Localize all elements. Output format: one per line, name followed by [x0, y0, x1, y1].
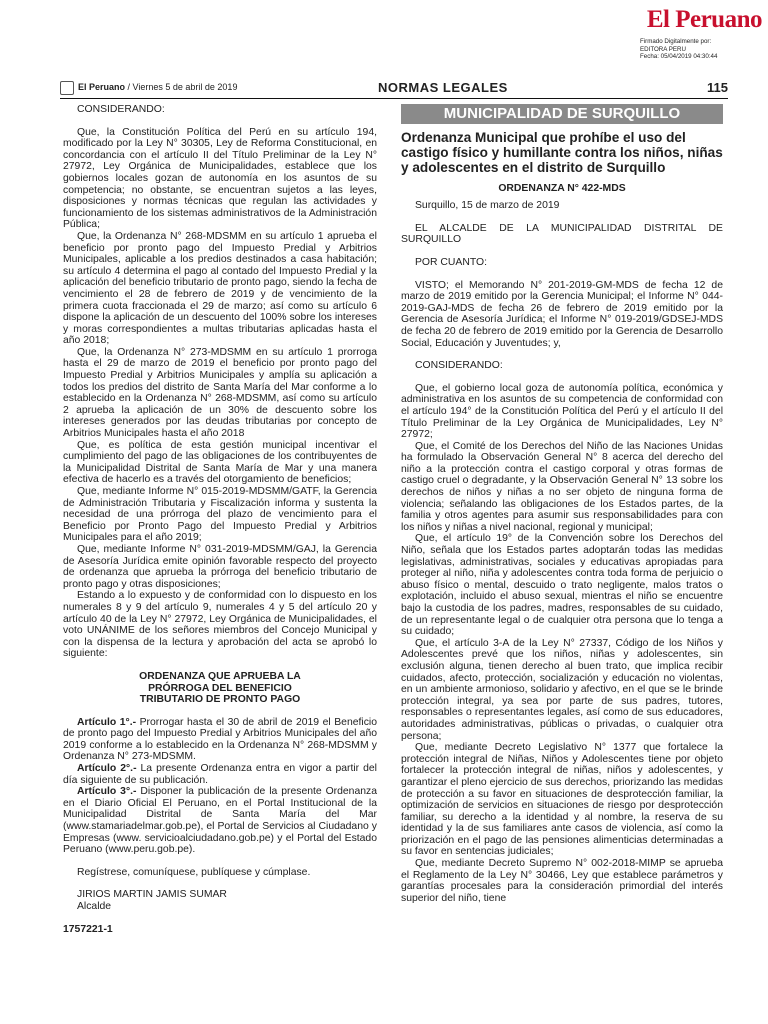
- visto-paragraph: VISTO; el Memorando N° 201-2019-GM-MDS de fecha 12 de marzo de 2019 emitido por la Gerencia Municipal; el Informe N° 044-2019-GAJ-MDS de fecha 26 de febrero de 2019 emitido por la Gerencia de Asesoría Jurídica; el Informe N° 019-2019/GDSEJ-MDS de fecha 20 de febrero de 2019 emitido por la Gerencia de Desarrollo Social, Educación y Juventudes; y,: [401, 279, 723, 349]
- section-title: NORMAS LEGALES: [378, 80, 508, 95]
- paragraph: Que, mediante Decreto Legislativo N° 1377 que fortalece la protección integral de Niñas, Niños y Adolescentes tiene por objeto fortalecer la protección integral de niñas, niños y adolescentes, y garantizar el pleno ejercicio de sus derechos, priorizando las medidas de protección a su favor en situaciones de desprotección familiar, la optimización de servicios en situaciones de riesgo por desprotección familiar, su derecho a la identidad y al nombre, la reserva de su identidad y la de sus familiares ante casos de violencia, así como la priorización en el pago de las pensiones alimenticias determinadas a su favor en sentencias judiciales;: [401, 742, 723, 858]
- considerando-heading: CONSIDERANDO:: [77, 104, 165, 115]
- ordinance-title: TRIBUTARIO DE PRONTO PAGO: [139, 694, 301, 706]
- paragraph: Que, mediante Informe N° 031-2019-MDSMM/GAJ, la Gerencia de Asesoría Jurídica emite opinión favorable respecto del proyecto de ordenanza que aprueba la prórroga del beneficio tributario de pronto pago y otras disposiciones;: [63, 543, 377, 590]
- header-publication: [78, 82, 237, 92]
- paragraph: Que, el artículo 19° de la Convención sobre los Derechos del Niño, señala que los Estados partes adoptarán todas las medidas legislativas, administrativas, sociales y educativas apropiadas para proteger al niño, niña y adolescentes contra toda forma de perjuicio o abuso físico o mental, descuido o trato negligente, malos tratos o explotación, incluido el abuso sexual, mientras el niño se encuentre bajo la custodia de los padres, madres, responsables de su cuidado, de un representante legal o de cualquier otra persona que lo tenga a su cuidado;: [401, 533, 723, 638]
- signature-line: Fecha: 05/04/2019 04:30:44: [640, 53, 718, 61]
- ordinance-title: PRÓRROGA DEL BENEFICIO: [148, 682, 292, 694]
- signature-line: EDITORA PERU: [640, 45, 686, 53]
- article-text: La presente Ordenanza entra en vigor a partir del día siguiente de su publicación.: [63, 763, 377, 786]
- entity-banner: MUNICIPALIDAD DE SURQUILLO: [401, 104, 723, 124]
- article: [63, 763, 377, 786]
- article: [63, 717, 377, 763]
- paragraph: Que, la Constitución Política del Perú en su artículo 194, modificado por la Ley N° 30305, Ley de Reforma Constitucional, en concordancia con el artículo II del Título Preliminar de la Ley N° 27972, Ley Orgánica de Municipalidades, establece que los gobiernos locales gozan de autonomía en los asuntos de su competencia; no obstante, se encuentran sujetos a las leyes, disposiciones y normas técnicas que regulan las actividades y funcionamiento de los sistemas administrativos de la Administración Pública;: [63, 126, 377, 231]
- page-number: 115: [707, 80, 728, 95]
- digital-signature: [640, 38, 764, 61]
- publication-name: El Peruano: [78, 82, 126, 92]
- publication-code: 1757221-1: [63, 923, 113, 935]
- article: [63, 786, 377, 856]
- signature-line: Firmado Digitalmente por:: [640, 38, 712, 45]
- article-text: Prorrogar hasta el 30 de abril de 2019 el Beneficio de pronto pago del Impuesto Predial y Arbitrios Municipales del año 2019 conforme a lo establecido en la Ordenanza N° 268-MDSMM y Ordenanza N° 273-MDSMM.: [63, 716, 377, 763]
- closing-formula: Regístrese, comuníquese, publíquese y cúmplase.: [77, 866, 311, 878]
- paragraph: Estando a lo expuesto y de conformidad con lo dispuesto en los numerales 8 y 9 del artículo 9, numerales 4 y 5 del artículo 20 y artículo 40 de la Ley N° 27972, Ley Orgánica de Municipalidades, el voto UNÁNIME de los señores miembros del Concejo Municipal y con la dispensa de la lectura y aprobación del acta se aprobó lo siguiente:: [63, 590, 377, 660]
- ordinance-number: ORDENANZA N° 422-MDS: [498, 182, 626, 194]
- mayor-line: EL ALCALDE DE LA MUNICIPALIDAD DISTRITAL DE SURQUILLO: [401, 222, 723, 246]
- article-text: Disponer la publicación de la presente Ordenanza en el Diario Oficial El Peruano, en el Portal Institucional de la Municipalidad Distrital de Santa María del Mar (www.stamariadelmar.gob.pe), el Portal de Servicios al Ciudadano y Empresas (www. servicioalciudadano.gob.pe) y el Portal del Estado Peruano (www.peru.gob.pe).: [63, 786, 377, 856]
- paragraph: Que, el artículo 3-A de la Ley N° 27337, Código de los Niños y Adolescentes prevé que los niños, niñas y adolescentes, sin exclusión alguna, tienen derecho al buen trato, que implica recibir cuidados, afecto, protección, socialización y educación no violentas, en un ambiente armonioso, solidario y afectivo, en el que se le brinde protección integral, ya sea por parte de sus padres, tutores, responsables o representantes legales, así como de sus educadores, autoridades administrativas, públicas o privadas, o cualquier otra persona;: [401, 637, 723, 742]
- right-column: [401, 104, 723, 904]
- por-cuanto: POR CUANTO:: [415, 256, 487, 268]
- paragraph: Que, mediante Decreto Supremo N° 002-2018-MIMP se aprueba el Reglamento de la Ley N° 30466, Ley que establece parámetros y garantías procesales para la consideración primordial del interés superior del niño, tiene: [401, 858, 723, 904]
- crest-icon: [60, 81, 74, 95]
- signer-role: Alcalde: [77, 901, 112, 912]
- el-peruano-logo: El Peruano: [646, 6, 762, 33]
- article-label: Artículo 1°.-: [77, 716, 137, 728]
- ordinance-headline: Ordenanza Municipal que prohíbe el uso del castigo físico y humillante contra los niños, niñas y adolescentes en el distrito de Surquillo: [401, 129, 723, 175]
- paragraph: Que, la Ordenanza N° 268-MDSMM en su artículo 1 aprueba el beneficio por pronto pago del Impuesto Predial y Arbitrios Municipales, aplicable a los predios destinados a casa habitación; su artículo 4 determina el pago al contado del Impuesto Predial y la aplicación del beneficio tributario de pronto pago, siendo la fecha de vencimiento el 28 de febrero de 2019 y de vencimiento de la primera cuota fraccionada el 29 de marzo; así como su artículo 6 dispone la aplicación de un descuento del 100% sobre los intereses y moras correspondientes a multas tributarias aplicadas hasta el año 2018;: [63, 230, 377, 347]
- signer-name: JIRIOS MARTIN JAMIS SUMAR: [77, 889, 227, 901]
- paragraph: Que, la Ordenanza N° 273-MDSMM en su artículo 1 prorroga hasta el 29 de marzo de 2019 el beneficio por pronto pago del Impuesto Predial y Arbitrios Municipales y amplía su aplicación a todos los predios del distrito de Santa María del Mar conforme a lo establecido en la Ordenanza N° 268-MDSMM, así como su artículo 2 aprueba la aplicación de un 30% de descuento sobre los intereses generados por las deudas tributarias por concepto de Arbitrios Municipales hasta el año 2018: [63, 346, 377, 440]
- page-header: [60, 80, 728, 99]
- considerando-heading: CONSIDERANDO:: [415, 360, 503, 372]
- article-label: Artículo 2°.-: [77, 763, 137, 775]
- place-date: Surquillo, 15 de marzo de 2019: [415, 200, 560, 212]
- paragraph: Que, es política de esta gestión municipal incentivar el cumplimiento del pago de las obligaciones de los contribuyentes de la Municipalidad Distrital de Santa María de Mar y una manera efectiva de hacerlo es a través del otorgamiento de beneficios;: [63, 439, 377, 486]
- ordinance-title: ORDENANZA QUE APRUEBA LA: [139, 670, 301, 682]
- paragraph: Que, el gobierno local goza de autonomía política, económica y administrativa en los asuntos de su competencia de conformidad con el artículo 194° de la Constitución Política del Perú y el artículo II del Título Preliminar de la Ley Orgánica de Municipalidades, Ley N° 27972;: [401, 382, 723, 441]
- paragraph: Que, el Comité de los Derechos del Niño de las Naciones Unidas ha formulado la Observación General N° 8 acerca del derecho del niño a la protección contra el castigo corporal y otras formas de castigo cruel o degradante, y la Observación General N° 13 sobre los derechos de niños y niñas a no ser objeto de ninguna forma de violencia; señalando las obligaciones de los Estados partes, de la familia y otros agentes para asumir sus responsabilidades para con los niños y niñas a nivel nacional, regional y municipal;: [401, 440, 723, 533]
- left-column: [63, 104, 377, 935]
- paragraph: Que, mediante Informe N° 015-2019-MDSMM/GATF, la Gerencia de Administración Tributaria y Fiscalización informa y sustenta la necesidad de una prórroga del plazo de vencimiento para el Beneficio por Pronto Pago del Impuesto Predial y Arbitrios Municipales para el año 2019;: [63, 486, 377, 544]
- publication-date: / Viernes 5 de abril de 2019: [127, 82, 238, 92]
- article-label: Artículo 3°.-: [77, 786, 137, 798]
